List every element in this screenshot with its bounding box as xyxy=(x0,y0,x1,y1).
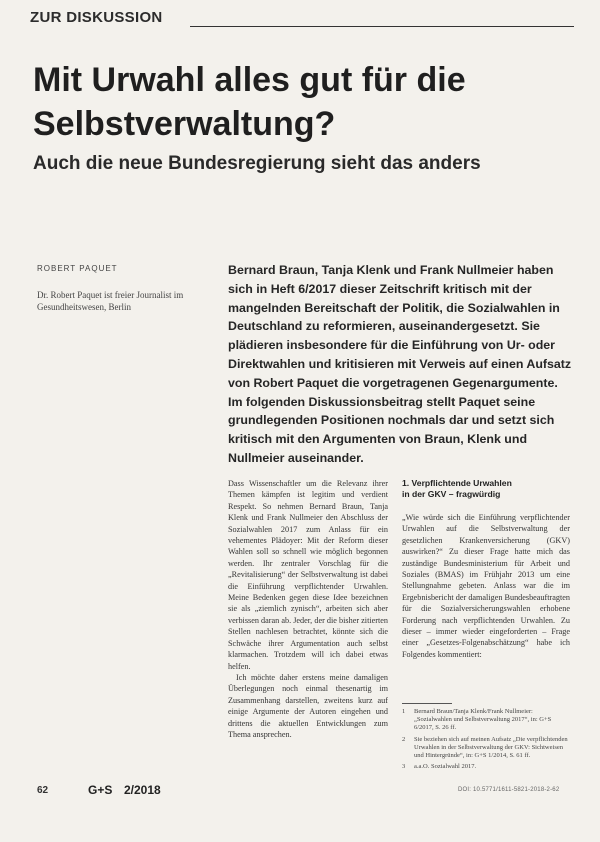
lead-paragraph: Bernard Braun, Tanja Klenk und Frank Nullmeier haben sich in Heft 6/2017 dieser Zeitschrift kritisch mit der mangelnden Bereitschaft der Politik, die Sozialwahlen in Deutschland zu reformieren, auseinandergesetzt. Sie plädieren insbesondere für die Einführung von Ur- oder Direktwahlen und kritisieren mit Verweis auf einen Aufsatz von Robert Paquet die vorgetragenen Gegenargumente. Im folgenden Diskussionsbeitrag stellt Paquet seine grundlegenden Positionen nochmals dar und setzt sich kritisch mit den Argumenten von Braun, Klenk und Nullmeier auseinander. xyxy=(228,263,572,465)
subheading-line: in der GKV – fragwürdig xyxy=(402,489,501,499)
footnote xyxy=(402,736,570,761)
article-title: Mit Urwahl alles gut für die Selbstverwaltung? xyxy=(33,61,466,143)
footnotes xyxy=(402,708,570,774)
journal-issue: 2/2018 xyxy=(124,783,161,797)
section-subheading xyxy=(402,478,570,500)
footnote-number: 2 xyxy=(402,735,406,743)
footnote-text: a.a.O. Sozialwahl 2017. xyxy=(414,763,477,771)
body-column-left xyxy=(228,478,388,740)
body-paragraph: Ich möchte daher erstens meine damaligen Überlegungen noch einmal thesenartig im Zusammenhang darstellen, zweitens kurz auf einige Argumente der Autoren eingehen und drittens die aktuellen Entwicklungen zum Thema ansprechen. xyxy=(228,672,388,739)
footnote-number: 1 xyxy=(402,708,406,715)
doi-text: DOI: 10.5771/1611-5821-2018-2-62 xyxy=(458,787,560,793)
body-paragraph: Dass Wissenschaftler um die Relevanz ihrer Themen kämpfen ist legitim und verdient Respekt. So nehmen Bernard Braun, Tanja Klenk und Frank Nullmeier den Abschluss der Sozialwahlen 2017 zum Anlass für ein vehementes Plädoyer: Mit der Reform dieser Wahlen soll so schnell wie möglich begonnen werden. Ihr zentraler Vorschlag für die „Revitalisierung“ der Selbstverwaltung ist dabei die Einführung verpflichtender Urwahlen. Meine Bedenken gegen diese Idee bezeichnen sie als „ziemlich zynisch“, arbeiten sich aber verbissen daran ab. Jeder, der die bisher zitierten Stellen nachlesen betrachtet, könnte sich die Schwäche ihrer Argumentation auch selbst klarmachen. Trotzdem will ich dabei etwas helfen. xyxy=(228,479,388,671)
footnote-text: Bernard Braun/Tanja Klenk/Frank Nullmeier: „Sozialwahlen und Selbstverwaltung 2017“, in: G+S 6/2017, S. 26 ff. xyxy=(414,708,552,732)
journal-name: G+S xyxy=(88,783,113,797)
author-bio: Dr. Robert Paquet ist freier Journalist im Gesundheitswesen, Berlin xyxy=(37,290,184,312)
author-name: ROBERT PAQUET xyxy=(37,264,118,273)
section-label: ZUR DISKUSSION xyxy=(30,9,163,26)
article-subtitle: Auch die neue Bundesregierung sieht das anders xyxy=(33,153,481,174)
footnote-text: Sie beziehen sich auf meinen Aufsatz „Die verpflichtenden Urwahlen in der Selbstverwaltung der GKV: Sichtweisen und Hintergründe“, in: G+S 1/2014, S. 61 ff. xyxy=(414,735,568,760)
footnote xyxy=(402,763,570,771)
page-number: 62 xyxy=(37,785,49,796)
body-column-right xyxy=(402,478,570,660)
footnote xyxy=(402,708,570,733)
body-paragraph: „Wie würde sich die Einführung verpflichtender Urwahlen auf die Selbstverwaltung der gesetzlichen Krankenversicherung (GKV) auswirken?“ Zu dieser Frage hatte mich das zuständige Bundesministerium für Arbeit und Soziales (BMAS) im Frühjahr 2013 um eine Stellungnahme gebeten. Anlass war die im Ergebnisbericht der damaligen Bundesbeauftragten für die Sozialversicherungswahlen erhobene Forderung nach verpflichtenden Urwahlen. Zu dieser – immer wieder eingeforderten – Frage einer „Gesetzes-Folgenabschätzung“ habe ich Folgendes kommentiert: xyxy=(402,513,570,659)
subheading-line: 1. Verpflichtende Urwahlen xyxy=(402,478,512,488)
footnote-rule xyxy=(402,703,452,704)
footnote-number: 3 xyxy=(402,763,406,771)
section-header xyxy=(30,9,575,31)
section-rule xyxy=(190,26,574,27)
